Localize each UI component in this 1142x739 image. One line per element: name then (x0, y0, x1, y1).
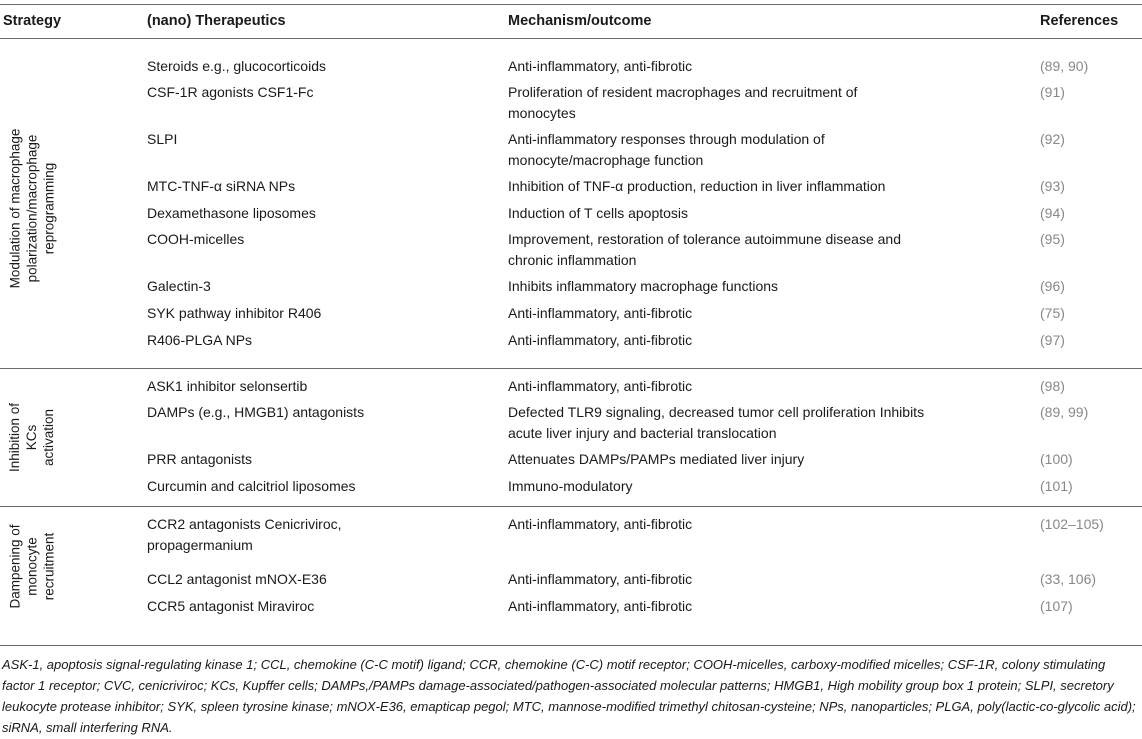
table-header (0, 4, 1142, 39)
references-cell[interactable]: (97) (1040, 332, 1065, 348)
therapeutic-cell: R406-PLGA NPs (147, 332, 253, 348)
references-cell[interactable]: (95) (1040, 231, 1065, 247)
therapeutic-cell: Dexamethasone liposomes (147, 205, 316, 221)
references-cell[interactable]: (102–105) (1040, 516, 1104, 532)
references-cell[interactable]: (98) (1040, 378, 1065, 394)
group-divider (0, 506, 1142, 507)
mechanism-cell: Defected TLR9 signaling, decreased tumor cell proliferation Inhibits acute liver injury and bacterial translocation (508, 404, 925, 441)
therapeutic-cell: PRR antagonists (147, 451, 253, 467)
table-footnote: ASK-1, apoptosis signal-regulating kinase 1; CCL, chemokine (C-C motif) ligand; CCR, chemokine (C-C) motif receptor; COOH-micelles, carboxy-modified micelles; CSF-1R, colony stimulating factor 1 receptor; CVC, cenicriviroc; KCs, Kupffer cells; DAMPs,/PAMPs damage-associated/pathogen-associated molecular patterns; HMGB1, High mobility group box 1 protein; SLPI, secretory leukocyte protease inhibitor; SYK, spleen tyrosine kinase; mNOX-E36, emapticap pegol; MTC, mannose-modified trimethyl chitosan-cysteine; NPs, nanoparticles; PLGA, poly(lactic-co-glycolic acid); siRNA, small interfering RNA. (2, 657, 1136, 735)
strategy-line: monocyte (24, 536, 40, 596)
strategy-label (0, 52, 64, 364)
therapeutic-cell: Curcumin and calcitriol liposomes (147, 478, 356, 494)
therapeutic-cell: CCR2 antagonists Cenicriviroc, propagermanium (147, 516, 342, 553)
mechanism-cell: Anti-inflammatory, anti-fibrotic (508, 378, 693, 394)
header-references: References (1040, 13, 1119, 29)
references-cell[interactable]: (93) (1040, 178, 1065, 194)
strategy-line: Dampening of (7, 523, 23, 609)
references-cell[interactable]: (101) (1040, 478, 1073, 494)
group-divider (0, 368, 1142, 369)
mechanism-cell: Anti-inflammatory, anti-fibrotic (508, 332, 693, 348)
therapeutic-cell: SYK pathway inhibitor R406 (147, 305, 322, 321)
mechanism-cell: Anti-inflammatory responses through modulation of monocyte/macrophage function (508, 131, 825, 168)
therapeutic-cell: SLPI (147, 131, 178, 147)
mechanism-cell: Induction of T cells apoptosis (508, 205, 689, 221)
references-cell[interactable]: (107) (1040, 598, 1073, 614)
therapeutic-cell: CCL2 antagonist mNOX-E36 (147, 571, 327, 587)
therapeutic-cell: CCR5 antagonist Miraviroc (147, 598, 315, 614)
references-cell[interactable]: (89, 99) (1040, 404, 1089, 420)
strategy-line: Modulation of macrophage (7, 128, 23, 288)
therapeutic-cell: Steroids e.g., glucocorticoids (147, 58, 326, 74)
therapeutic-cell: DAMPs (e.g., HMGB1) antagonists (147, 404, 365, 420)
therapeutic-cell: ASK1 inhibitor selonsertib (147, 378, 308, 394)
mechanism-cell: Proliferation of resident macrophages and recruitment of monocytes (508, 84, 858, 121)
references-cell[interactable]: (33, 106) (1040, 571, 1097, 587)
references-cell[interactable]: (75) (1040, 305, 1065, 321)
therapeutic-cell: CSF-1R agonists CSF1-Fc (147, 84, 314, 100)
header-mechanism: Mechanism/outcome (508, 13, 652, 29)
references-cell[interactable]: (94) (1040, 205, 1065, 221)
mechanism-cell: Inhibits inflammatory macrophage functions (508, 278, 779, 294)
mechanism-cell: Anti-inflammatory, anti-fibrotic (508, 58, 693, 74)
strategy-line: Inhibition of (7, 402, 23, 472)
mechanism-cell: Anti-inflammatory, anti-fibrotic (508, 516, 693, 532)
table-bottom-rule (0, 645, 1142, 646)
header-therapeutics: (nano) Therapeutics (147, 13, 286, 29)
therapeutic-cell: MTC-TNF-α siRNA NPs (147, 178, 296, 194)
therapeutic-cell: COOH-micelles (147, 231, 245, 247)
strategy-line: recruitment (41, 532, 57, 600)
strategy-line: polarization/macrophage (24, 134, 40, 282)
mechanism-cell: Anti-inflammatory, anti-fibrotic (508, 571, 693, 587)
therapeutic-cell: Galectin-3 (147, 278, 211, 294)
references-cell[interactable]: (100) (1040, 451, 1073, 467)
mechanism-cell: Anti-inflammatory, anti-fibrotic (508, 598, 693, 614)
strategy-line: activation (41, 408, 57, 466)
references-cell[interactable]: (96) (1040, 278, 1065, 294)
mechanism-cell: Attenuates DAMPs/PAMPs mediated liver injury (508, 451, 805, 467)
strategy-label (0, 372, 64, 502)
references-cell[interactable]: (92) (1040, 131, 1065, 147)
header-strategy: Strategy (3, 13, 62, 29)
strategy-line: KCs (24, 424, 40, 450)
strategy-label (0, 510, 64, 622)
references-cell[interactable]: (91) (1040, 84, 1065, 100)
strategy-line: reprogramming (41, 162, 57, 254)
references-cell[interactable]: (89, 90) (1040, 58, 1089, 74)
mechanism-cell: Anti-inflammatory, anti-fibrotic (508, 305, 693, 321)
mechanism-cell: Immuno-modulatory (508, 478, 633, 494)
mechanism-cell: Improvement, restoration of tolerance autoimmune disease and chronic inflammation (508, 231, 901, 268)
mechanism-cell: Inhibition of TNF-α production, reduction in liver inflammation (508, 178, 886, 194)
